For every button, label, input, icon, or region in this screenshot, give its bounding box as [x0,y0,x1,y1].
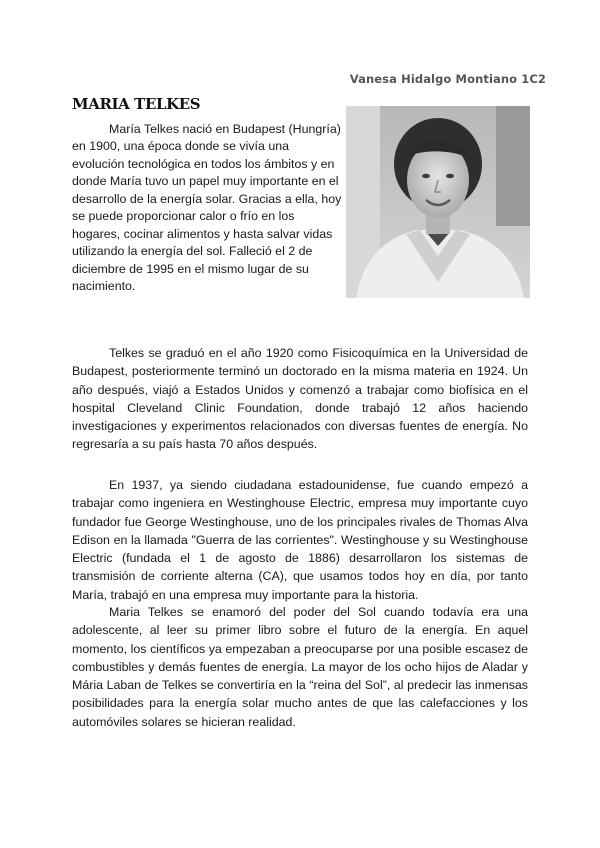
body-paragraph: Maria Telkes se enamoró del poder del Sol cuando todavía era una adolescente, al leer su primer libro sobre el futuro de la energía. En aquel momento, los científicos ya empezaban a preocuparse por una posible escasez de combustibles y demás fuentes de energía. La mayor de los ocho hijos de Aladar y Mária Laban de Telkes se convertiría en la “reina del Sol”, al predecir las inmensas posibilidades para la energía solar mucho antes de que las calefacciones y los automóviles solares se hicieran realidad. [72,605,528,729]
intro-paragraph: María Telkes nació en Budapest (Hungría) en 1900, una época donde se vivía una evolución tecnológica en todos los ámbitos y en donde María tuvo un papel muy importante en el desarrollo de la energía solar. Gracias a ella, hoy se puede proporcionar calor o frío en los hogares, cocinar alimentos y hasta salvar vidas utilizando la energía del sol. Falleció el 2 de diciembre de 1995 en el mismo lugar de su nacimiento. [72,122,342,294]
author-name: Vanesa Hidalgo Montiano 1C2 [349,72,546,86]
body-paragraph: En 1937, ya siendo ciudadana estadounidense, fue cuando empezó a trabajar como ingeniera en Westinghouse Electric, empresa muy importante cuyo fundador fue George Westinghouse, uno de los principales rivales de Thomas Alva Edison en la llamada "Guerra de las corrientes". Westinghouse y su Westinghouse Electric (fundada el 1 de agosto de 1886) desarrollaron los sistemas de transmisión de corriente alterna (CA), que usamos todos hoy en día, por tanto María, trabajó en una empresa muy importante para la historia. [72,478,528,602]
page-title: MARIA TELKES [72,95,201,113]
portrait-photo [346,106,530,298]
body-paragraph: Telkes se graduó en el año 1920 como Fisicoquímica en la Universidad de Budapest, posteriormente terminó un doctorado en la misma materia en 1924. Un año después, viajó a Estados Unidos y comenzó a trabajar como biofísica en el hospital Cleveland Clinic Foundation, donde trabajó 12 años haciendo investigaciones y experimentos relacionados con diversas fuentes de energía. No regresaría a su país hasta 70 años después. [72,346,528,452]
